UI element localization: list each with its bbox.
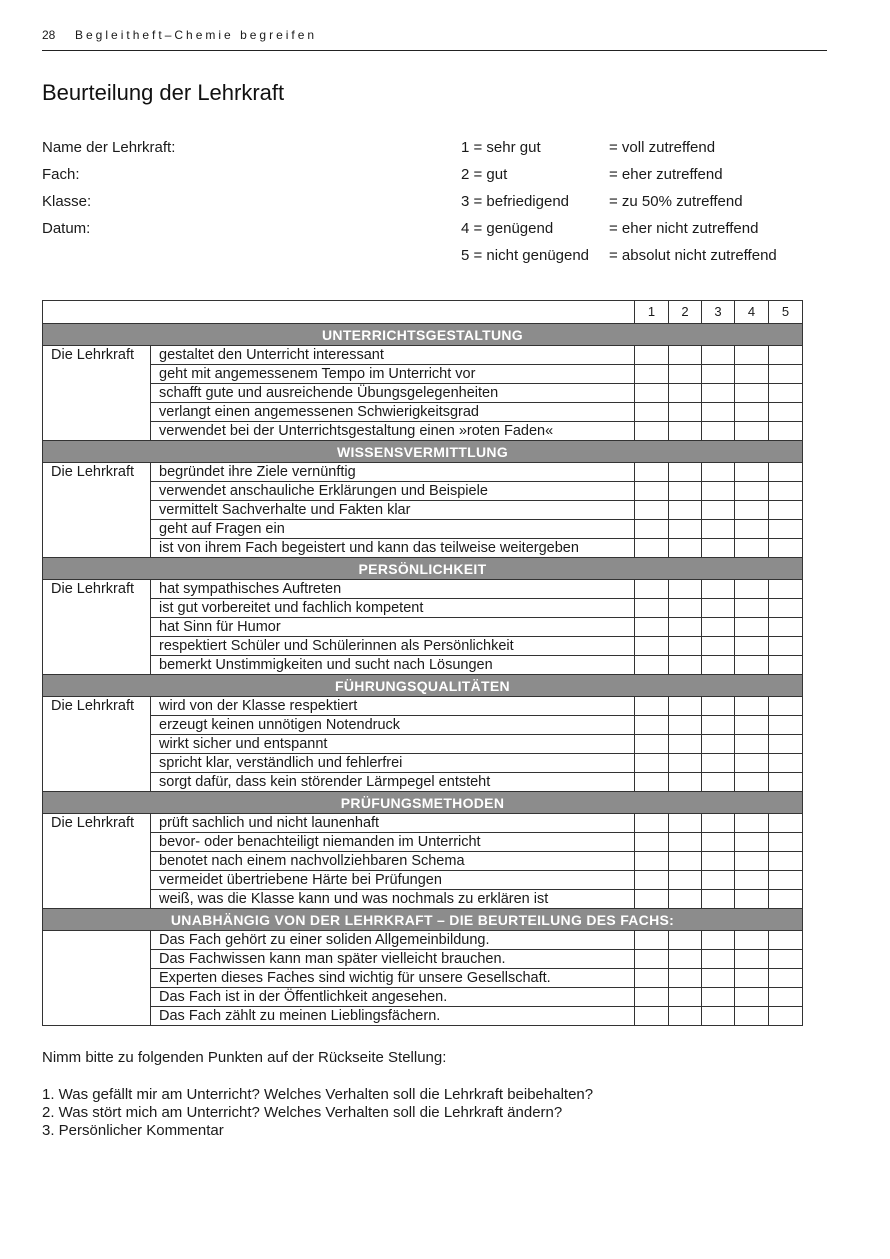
table-row bbox=[43, 463, 803, 482]
rating-cell[interactable] bbox=[635, 754, 669, 773]
rating-cell[interactable] bbox=[735, 346, 769, 365]
scale-meaning: = zu 50% zutreffend bbox=[609, 193, 743, 210]
grade-column-header: 2 bbox=[669, 301, 702, 324]
criterion-text: Das Fach gehört zu einer soliden Allgemeinbildung. bbox=[151, 931, 635, 950]
rating-cell[interactable] bbox=[635, 463, 669, 482]
rating-cell[interactable] bbox=[702, 599, 735, 618]
evaluation-table bbox=[42, 300, 803, 1026]
table-row bbox=[43, 346, 803, 365]
rating-cell[interactable] bbox=[635, 890, 669, 909]
criterion-text: geht auf Fragen ein bbox=[151, 520, 635, 539]
rating-cell[interactable] bbox=[669, 1007, 702, 1026]
criterion-text: erzeugt keinen unnötigen Notendruck bbox=[151, 716, 635, 735]
row-subject: Die Lehrkraft bbox=[43, 580, 151, 675]
rating-cell[interactable] bbox=[735, 988, 769, 1007]
rating-cell[interactable] bbox=[669, 656, 702, 675]
rating-cell[interactable] bbox=[735, 637, 769, 656]
rating-cell[interactable] bbox=[735, 539, 769, 558]
section-title: WISSENSVERMITTLUNG bbox=[43, 441, 803, 463]
rating-cell[interactable] bbox=[635, 969, 669, 988]
table-row bbox=[43, 618, 803, 637]
rating-cell[interactable] bbox=[735, 852, 769, 871]
rating-cell[interactable] bbox=[702, 403, 735, 422]
row-subject: Die Lehrkraft bbox=[43, 463, 151, 558]
section-header-row bbox=[43, 792, 803, 814]
rating-cell[interactable] bbox=[702, 637, 735, 656]
criterion-text: benotet nach einem nachvollziehbaren Schema bbox=[151, 852, 635, 871]
rating-cell[interactable] bbox=[702, 773, 735, 792]
rating-cell[interactable] bbox=[635, 384, 669, 403]
question-item: 2. Was stört mich am Unterricht? Welches Verhalten soll die Lehrkraft ändern? bbox=[42, 1104, 563, 1121]
rating-cell[interactable] bbox=[769, 890, 803, 909]
rating-cell[interactable] bbox=[669, 346, 702, 365]
grade-column-header: 5 bbox=[769, 301, 803, 324]
rating-cell[interactable] bbox=[635, 814, 669, 833]
rating-cell[interactable] bbox=[669, 735, 702, 754]
rating-cell[interactable] bbox=[735, 365, 769, 384]
table-row bbox=[43, 697, 803, 716]
table-row bbox=[43, 814, 803, 833]
criterion-text: begründet ihre Ziele vernünftig bbox=[151, 463, 635, 482]
table-row bbox=[43, 599, 803, 618]
rating-cell[interactable] bbox=[702, 520, 735, 539]
table-row bbox=[43, 637, 803, 656]
question-item: 3. Persönlicher Kommentar bbox=[42, 1122, 224, 1139]
rating-cell[interactable] bbox=[669, 716, 702, 735]
rating-cell[interactable] bbox=[635, 697, 669, 716]
rating-cell[interactable] bbox=[635, 599, 669, 618]
criterion-text: prüft sachlich und nicht launenhaft bbox=[151, 814, 635, 833]
rating-cell[interactable] bbox=[735, 754, 769, 773]
rating-cell[interactable] bbox=[635, 950, 669, 969]
rating-cell[interactable] bbox=[735, 384, 769, 403]
section-title: UNTERRICHTSGESTALTUNG bbox=[43, 324, 803, 346]
rating-cell[interactable] bbox=[635, 346, 669, 365]
table-row bbox=[43, 403, 803, 422]
rating-cell[interactable] bbox=[735, 773, 769, 792]
rating-cell[interactable] bbox=[635, 931, 669, 950]
rating-cell[interactable] bbox=[702, 580, 735, 599]
scale-meaning: = eher zutreffend bbox=[609, 166, 723, 183]
table-row bbox=[43, 520, 803, 539]
page-number: 28 bbox=[42, 28, 56, 42]
scale-meaning: = absolut nicht zutreffend bbox=[609, 247, 777, 264]
rating-cell[interactable] bbox=[635, 852, 669, 871]
rating-cell[interactable] bbox=[635, 403, 669, 422]
rating-cell[interactable] bbox=[735, 871, 769, 890]
table-row bbox=[43, 482, 803, 501]
rating-cell[interactable] bbox=[735, 814, 769, 833]
criterion-text: wird von der Klasse respektiert bbox=[151, 697, 635, 716]
criterion-text: wirkt sicher und entspannt bbox=[151, 735, 635, 754]
section-title: FÜHRUNGSQUALITÄTEN bbox=[43, 675, 803, 697]
criterion-text: bemerkt Unstimmigkeiten und sucht nach Lösungen bbox=[151, 656, 635, 675]
rating-cell[interactable] bbox=[669, 422, 702, 441]
table-row bbox=[43, 890, 803, 909]
rating-cell[interactable] bbox=[735, 618, 769, 637]
field-class-label: Klasse: bbox=[42, 193, 92, 210]
rating-cell[interactable] bbox=[635, 637, 669, 656]
section-header-row bbox=[43, 675, 803, 697]
table-row bbox=[43, 501, 803, 520]
rating-cell[interactable] bbox=[669, 403, 702, 422]
rating-cell[interactable] bbox=[769, 580, 803, 599]
rating-cell[interactable] bbox=[769, 1007, 803, 1026]
rating-cell[interactable] bbox=[669, 539, 702, 558]
rating-cell[interactable] bbox=[702, 754, 735, 773]
rating-cell[interactable] bbox=[635, 422, 669, 441]
rating-cell[interactable] bbox=[702, 463, 735, 482]
grade-column-header: 4 bbox=[735, 301, 769, 324]
rating-cell[interactable] bbox=[735, 1007, 769, 1026]
row-subject: Die Lehrkraft bbox=[43, 346, 151, 441]
table-row bbox=[43, 773, 803, 792]
rating-cell[interactable] bbox=[735, 890, 769, 909]
rating-cell[interactable] bbox=[702, 501, 735, 520]
header-title: Begleitheft–Chemie begreifen bbox=[75, 28, 318, 42]
rating-cell[interactable] bbox=[735, 716, 769, 735]
rating-cell[interactable] bbox=[635, 618, 669, 637]
criterion-text: ist gut vorbereitet und fachlich kompetent bbox=[151, 599, 635, 618]
table-row bbox=[43, 852, 803, 871]
rating-cell[interactable] bbox=[635, 520, 669, 539]
rating-cell[interactable] bbox=[769, 501, 803, 520]
rating-cell[interactable] bbox=[669, 618, 702, 637]
table-row bbox=[43, 716, 803, 735]
rating-cell[interactable] bbox=[769, 716, 803, 735]
rating-cell[interactable] bbox=[702, 384, 735, 403]
page-title: Beurteilung der Lehrkraft bbox=[42, 80, 285, 105]
rating-cell[interactable] bbox=[669, 988, 702, 1007]
criterion-text: weiß, was die Klasse kann und was nochmals zu erklären ist bbox=[151, 890, 635, 909]
rating-cell[interactable] bbox=[702, 656, 735, 675]
rating-cell[interactable] bbox=[735, 735, 769, 754]
rating-cell[interactable] bbox=[735, 969, 769, 988]
rating-cell[interactable] bbox=[669, 814, 702, 833]
rating-cell[interactable] bbox=[769, 403, 803, 422]
rating-cell[interactable] bbox=[769, 871, 803, 890]
rating-cell[interactable] bbox=[702, 931, 735, 950]
rating-cell[interactable] bbox=[635, 539, 669, 558]
scale-grade: 1 = sehr gut bbox=[461, 139, 541, 156]
rating-cell[interactable] bbox=[669, 599, 702, 618]
table-row bbox=[43, 656, 803, 675]
rating-cell[interactable] bbox=[769, 384, 803, 403]
criterion-text: spricht klar, verständlich und fehlerfrei bbox=[151, 754, 635, 773]
rating-cell[interactable] bbox=[735, 482, 769, 501]
rating-cell[interactable] bbox=[635, 716, 669, 735]
rating-cell[interactable] bbox=[702, 735, 735, 754]
rating-cell[interactable] bbox=[702, 422, 735, 441]
rating-cell[interactable] bbox=[769, 735, 803, 754]
rating-cell[interactable] bbox=[735, 950, 769, 969]
row-subject bbox=[43, 931, 151, 1026]
header-blank-cell bbox=[43, 301, 635, 324]
rating-cell[interactable] bbox=[702, 618, 735, 637]
rating-cell[interactable] bbox=[635, 773, 669, 792]
row-subject: Die Lehrkraft bbox=[43, 814, 151, 909]
rating-cell[interactable] bbox=[735, 422, 769, 441]
table-row bbox=[43, 950, 803, 969]
question-item: 1. Was gefällt mir am Unterricht? Welches Verhalten soll die Lehrkraft beibehalten? bbox=[42, 1086, 594, 1103]
criterion-text: Das Fach ist in der Öffentlichkeit angesehen. bbox=[151, 988, 635, 1007]
criterion-text: Das Fachwissen kann man später vielleicht brauchen. bbox=[151, 950, 635, 969]
table-row bbox=[43, 539, 803, 558]
criterion-text: vermeidet übertriebene Härte bei Prüfungen bbox=[151, 871, 635, 890]
rating-cell[interactable] bbox=[702, 969, 735, 988]
section-title: PRÜFUNGSMETHODEN bbox=[43, 792, 803, 814]
rating-cell[interactable] bbox=[769, 482, 803, 501]
criterion-text: verwendet anschauliche Erklärungen und Beispiele bbox=[151, 482, 635, 501]
rating-cell[interactable] bbox=[702, 814, 735, 833]
rating-cell[interactable] bbox=[735, 931, 769, 950]
rating-cell[interactable] bbox=[702, 833, 735, 852]
row-subject: Die Lehrkraft bbox=[43, 697, 151, 792]
table-row bbox=[43, 988, 803, 1007]
section-title: UNABHÄNGIG VON DER LEHRKRAFT – DIE BEURTEILUNG DES FACHS: bbox=[43, 909, 803, 931]
criterion-text: Das Fach zählt zu meinen Lieblingsfächern. bbox=[151, 1007, 635, 1026]
rating-cell[interactable] bbox=[635, 988, 669, 1007]
table-row bbox=[43, 365, 803, 384]
rating-cell[interactable] bbox=[635, 501, 669, 520]
rating-cell[interactable] bbox=[669, 754, 702, 773]
table-row bbox=[43, 833, 803, 852]
rating-cell[interactable] bbox=[702, 346, 735, 365]
scale-meaning: = eher nicht zutreffend bbox=[609, 220, 759, 237]
rating-cell[interactable] bbox=[702, 539, 735, 558]
rating-cell[interactable] bbox=[702, 697, 735, 716]
rating-cell[interactable] bbox=[769, 520, 803, 539]
table-row bbox=[43, 969, 803, 988]
section-header-row bbox=[43, 909, 803, 931]
rating-cell[interactable] bbox=[769, 599, 803, 618]
rating-cell[interactable] bbox=[702, 871, 735, 890]
rating-cell[interactable] bbox=[735, 599, 769, 618]
scale-meaning: = voll zutreffend bbox=[609, 139, 716, 156]
rating-cell[interactable] bbox=[735, 697, 769, 716]
rating-cell[interactable] bbox=[669, 852, 702, 871]
scale-grade: 3 = befriedigend bbox=[461, 193, 570, 210]
rating-cell[interactable] bbox=[769, 814, 803, 833]
rating-cell[interactable] bbox=[769, 773, 803, 792]
rating-cell[interactable] bbox=[669, 871, 702, 890]
rating-cell[interactable] bbox=[702, 852, 735, 871]
table-row bbox=[43, 871, 803, 890]
criterion-text: bevor- oder benachteiligt niemanden im Unterricht bbox=[151, 833, 635, 852]
rating-cell[interactable] bbox=[735, 403, 769, 422]
criterion-text: respektiert Schüler und Schülerinnen als Persönlichkeit bbox=[151, 637, 635, 656]
criterion-text: verwendet bei der Unterrichtsgestaltung einen »roten Faden« bbox=[151, 422, 635, 441]
rating-cell[interactable] bbox=[635, 1007, 669, 1026]
field-date-label: Datum: bbox=[42, 220, 91, 237]
rating-cell[interactable] bbox=[669, 384, 702, 403]
rating-cell[interactable] bbox=[735, 580, 769, 599]
rating-cell[interactable] bbox=[769, 463, 803, 482]
criterion-text: hat Sinn für Humor bbox=[151, 618, 635, 637]
rating-cell[interactable] bbox=[735, 463, 769, 482]
criterion-text: gestaltet den Unterricht interessant bbox=[151, 346, 635, 365]
rating-cell[interactable] bbox=[669, 482, 702, 501]
rating-cell[interactable] bbox=[669, 950, 702, 969]
rating-cell[interactable] bbox=[669, 501, 702, 520]
field-name-label: Name der Lehrkraft: bbox=[42, 139, 176, 156]
scale-grade: 4 = genügend bbox=[461, 220, 554, 237]
criterion-text: sorgt dafür, dass kein störender Lärmpegel entsteht bbox=[151, 773, 635, 792]
rating-cell[interactable] bbox=[769, 539, 803, 558]
rating-cell[interactable] bbox=[669, 697, 702, 716]
rating-cell[interactable] bbox=[769, 618, 803, 637]
criterion-text: Experten dieses Faches sind wichtig für unsere Gesellschaft. bbox=[151, 969, 635, 988]
criterion-text: schafft gute und ausreichende Übungsgelegenheiten bbox=[151, 384, 635, 403]
rating-cell[interactable] bbox=[702, 1007, 735, 1026]
rating-cell[interactable] bbox=[769, 754, 803, 773]
rating-cell[interactable] bbox=[735, 833, 769, 852]
table-row bbox=[43, 580, 803, 599]
scale-grade: 2 = gut bbox=[461, 166, 508, 183]
rating-cell[interactable] bbox=[635, 580, 669, 599]
rating-cell[interactable] bbox=[769, 931, 803, 950]
scale-grade: 5 = nicht genügend bbox=[461, 247, 590, 264]
rating-cell[interactable] bbox=[702, 988, 735, 1007]
rating-cell[interactable] bbox=[635, 656, 669, 675]
rating-cell[interactable] bbox=[635, 735, 669, 754]
instructions-text: Nimm bitte zu folgenden Punkten auf der Rückseite Stellung: bbox=[42, 1049, 447, 1066]
rating-cell[interactable] bbox=[635, 833, 669, 852]
table-row bbox=[43, 1007, 803, 1026]
rating-cell[interactable] bbox=[769, 656, 803, 675]
rating-cell[interactable] bbox=[669, 520, 702, 539]
rating-cell[interactable] bbox=[702, 950, 735, 969]
rating-cell[interactable] bbox=[702, 482, 735, 501]
rating-cell[interactable] bbox=[669, 463, 702, 482]
table-row bbox=[43, 931, 803, 950]
grade-column-header: 1 bbox=[635, 301, 669, 324]
rating-cell[interactable] bbox=[702, 716, 735, 735]
rating-cell[interactable] bbox=[769, 697, 803, 716]
rating-cell[interactable] bbox=[669, 365, 702, 384]
rating-cell[interactable] bbox=[769, 346, 803, 365]
section-title: PERSÖNLICHKEIT bbox=[43, 558, 803, 580]
table-row bbox=[43, 735, 803, 754]
criterion-text: geht mit angemessenem Tempo im Unterricht vor bbox=[151, 365, 635, 384]
rating-cell[interactable] bbox=[769, 988, 803, 1007]
rating-cell[interactable] bbox=[635, 871, 669, 890]
rating-cell[interactable] bbox=[669, 969, 702, 988]
rating-cell[interactable] bbox=[669, 773, 702, 792]
rating-cell[interactable] bbox=[769, 422, 803, 441]
rating-cell[interactable] bbox=[669, 833, 702, 852]
rating-cell[interactable] bbox=[669, 637, 702, 656]
rating-cell[interactable] bbox=[669, 580, 702, 599]
rating-cell[interactable] bbox=[735, 520, 769, 539]
table-row bbox=[43, 754, 803, 773]
rating-cell[interactable] bbox=[769, 852, 803, 871]
rating-cell[interactable] bbox=[669, 890, 702, 909]
field-subject-label: Fach: bbox=[42, 166, 80, 183]
rating-cell[interactable] bbox=[769, 637, 803, 656]
section-header-row bbox=[43, 558, 803, 580]
rating-cell[interactable] bbox=[769, 950, 803, 969]
rating-cell[interactable] bbox=[769, 365, 803, 384]
rating-cell[interactable] bbox=[769, 833, 803, 852]
rating-cell[interactable] bbox=[769, 969, 803, 988]
section-header-row bbox=[43, 324, 803, 346]
criterion-text: hat sympathisches Auftreten bbox=[151, 580, 635, 599]
criterion-text: verlangt einen angemessenen Schwierigkeitsgrad bbox=[151, 403, 635, 422]
page-header bbox=[42, 28, 827, 51]
rating-cell[interactable] bbox=[735, 501, 769, 520]
table-row bbox=[43, 384, 803, 403]
rating-cell[interactable] bbox=[635, 482, 669, 501]
criterion-text: vermittelt Sachverhalte und Fakten klar bbox=[151, 501, 635, 520]
column-header-row bbox=[43, 301, 803, 324]
table-row bbox=[43, 422, 803, 441]
rating-cell[interactable] bbox=[669, 931, 702, 950]
section-header-row bbox=[43, 441, 803, 463]
criterion-text: ist von ihrem Fach begeistert und kann das teilweise weitergeben bbox=[151, 539, 635, 558]
grade-column-header: 3 bbox=[702, 301, 735, 324]
rating-cell[interactable] bbox=[702, 365, 735, 384]
rating-cell[interactable] bbox=[735, 656, 769, 675]
rating-cell[interactable] bbox=[702, 890, 735, 909]
rating-cell[interactable] bbox=[635, 365, 669, 384]
